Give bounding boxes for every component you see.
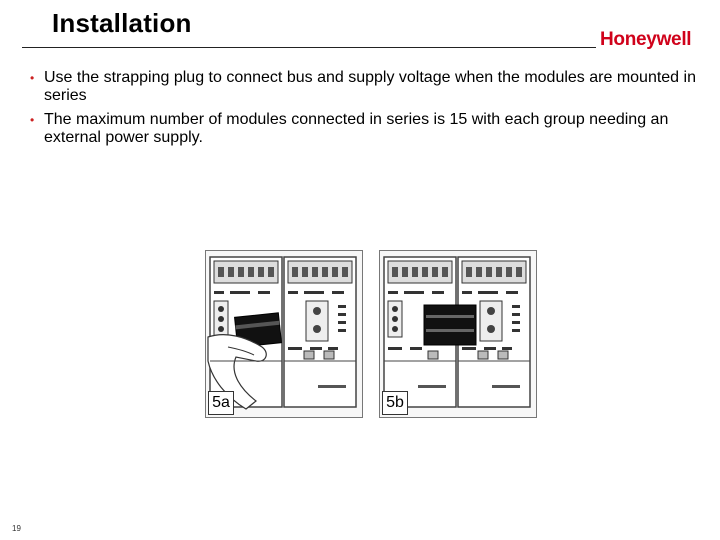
bullet-text: Use the strapping plug to connect bus and supply voltage when the modules are mounted in series [44,69,696,104]
bullet-item [28,69,698,105]
slide-number: 19 [12,524,21,533]
honeywell-logo: Honeywell [600,29,692,50]
title-rule [22,47,596,48]
figure-5a [205,250,363,418]
bullet-dot-icon: • [30,113,35,127]
bullet-list [28,69,698,153]
bullet-item [28,111,698,147]
bullet-dot-icon: • [30,71,35,85]
slide-title: Installation [52,8,192,38]
figure-label-5a: 5a [208,391,234,415]
figure-5b [379,250,537,418]
bullet-text: The maximum number of modules connected in series is 15 with each group needing an external power supply. [44,111,669,146]
figure-label-5b: 5b [382,391,408,415]
